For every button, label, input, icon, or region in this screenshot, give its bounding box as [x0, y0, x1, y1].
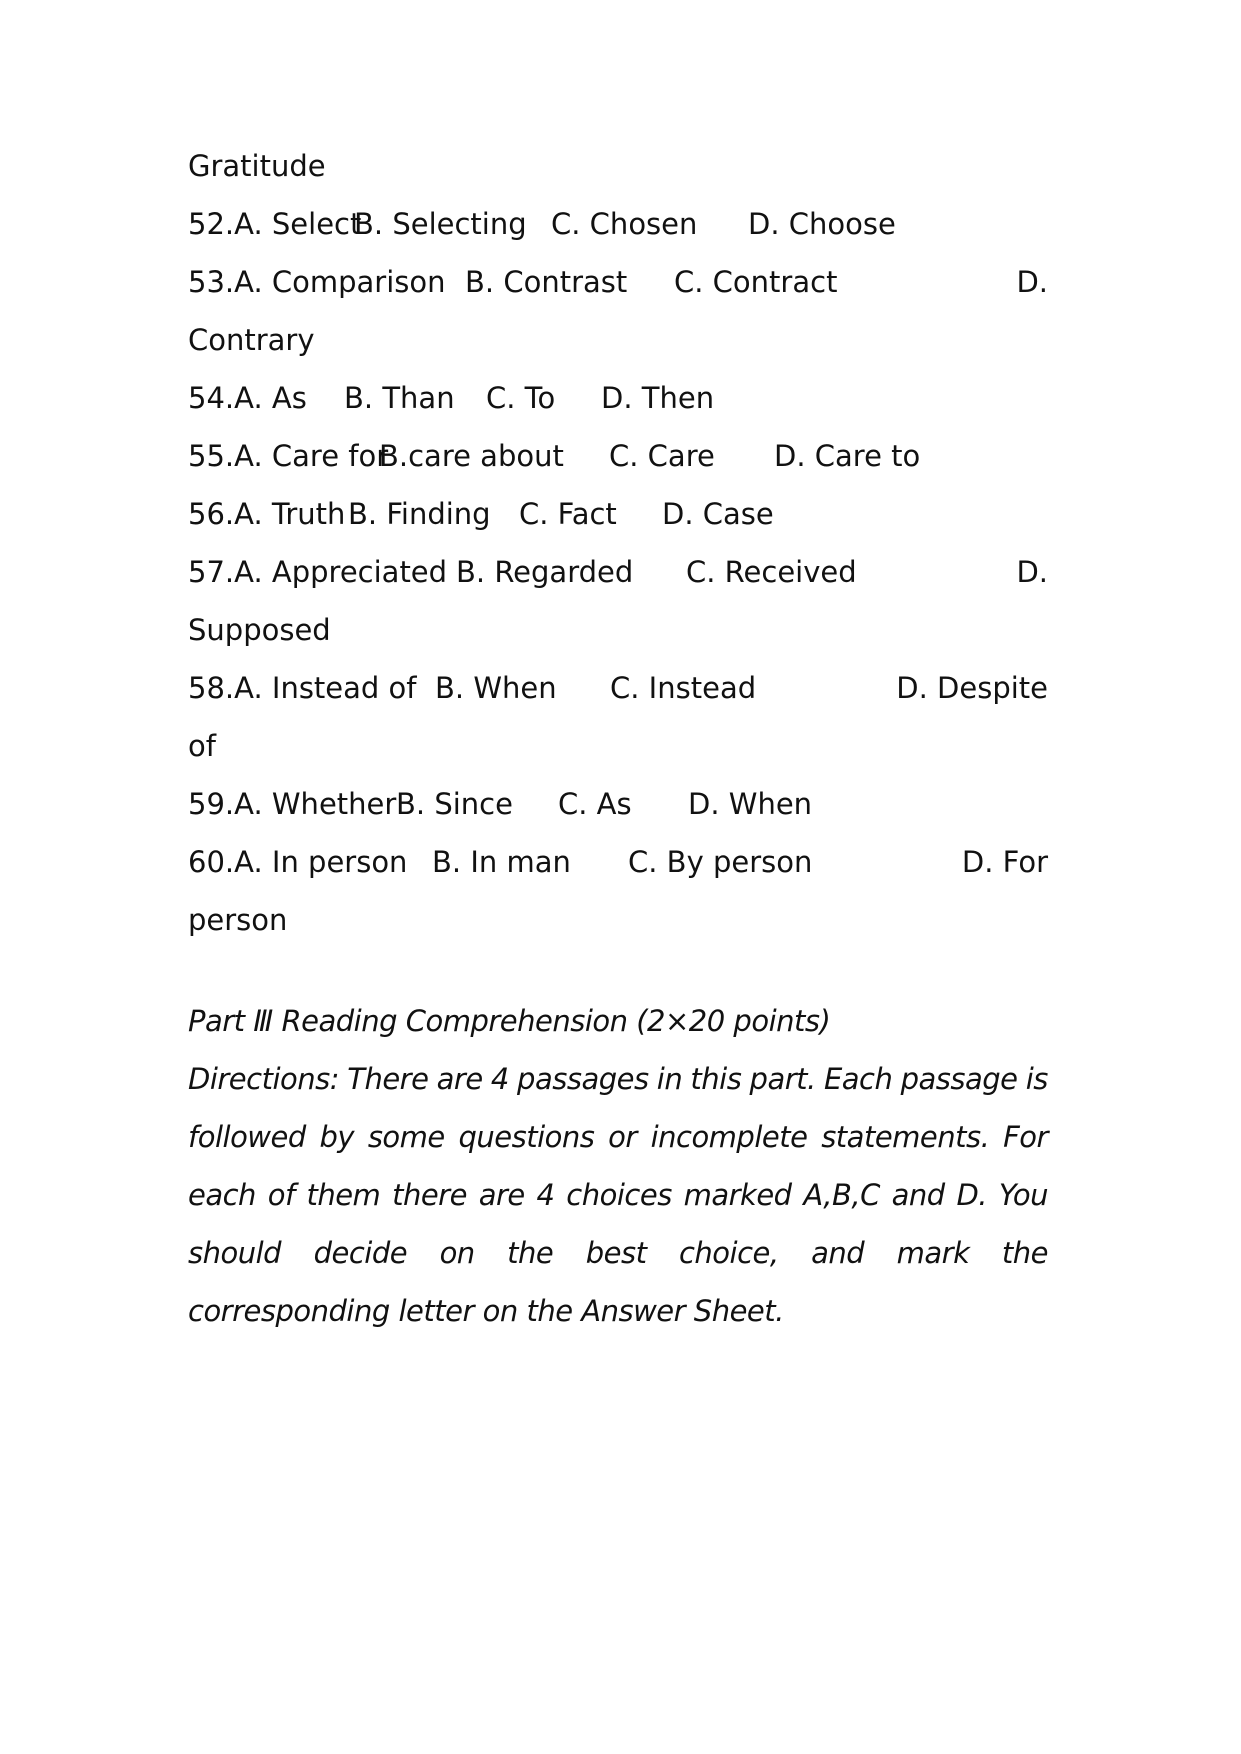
q55-option-c: C. Care: [609, 439, 715, 473]
directions-word: passages: [517, 1062, 649, 1096]
directions-word: choices: [566, 1178, 672, 1212]
q58-option-c: C. Instead: [610, 671, 757, 705]
directions-word: 4: [536, 1178, 555, 1212]
directions-word: is: [1025, 1062, 1048, 1096]
directions-word: and: [811, 1236, 865, 1270]
directions-word: the: [507, 1236, 554, 1270]
directions-word: should: [188, 1236, 282, 1270]
q52-option-d: D. Choose: [748, 207, 896, 241]
question-57: [188, 552, 1048, 592]
directions-word: are: [436, 1062, 483, 1096]
directions-word: D.: [956, 1178, 988, 1212]
q58-option-d-wrap: of: [188, 729, 216, 763]
directions-word: the: [1001, 1236, 1048, 1270]
directions-word: incomplete: [650, 1120, 808, 1154]
directions-word: marked: [683, 1178, 792, 1212]
q52-option-b: B. Selecting: [354, 207, 527, 241]
directions-word: on: [439, 1236, 475, 1270]
q55-option-a: 55.A. Care for: [188, 439, 389, 473]
q59-option-b: B. Since: [396, 787, 513, 821]
question-60: [188, 842, 1048, 882]
directions-word: part.: [749, 1062, 816, 1096]
directions-word: mark: [896, 1236, 970, 1270]
q56-option-c: C. Fact: [519, 497, 617, 531]
question-59: [188, 784, 1048, 824]
directions-word: Directions:: [188, 1062, 340, 1096]
directions-word: A,B,C: [803, 1178, 880, 1212]
directions-word: are: [478, 1178, 525, 1212]
directions-word: or: [608, 1120, 637, 1154]
q55-option-b: B.care about: [379, 439, 564, 473]
question-56: [188, 494, 1048, 534]
directions-word: followed: [188, 1120, 306, 1154]
document-page: [188, 0, 1048, 1754]
directions-word: For: [1003, 1120, 1048, 1154]
directions-word: Each: [823, 1062, 893, 1096]
q58-option-d: D. Despite: [896, 671, 1048, 705]
q59-option-d: D. When: [688, 787, 813, 821]
directions-word: You: [998, 1178, 1048, 1212]
q57-option-d-wrap: Supposed: [188, 613, 331, 647]
directions-word: choice,: [678, 1236, 779, 1270]
directions-word: by: [319, 1120, 355, 1154]
directions-word: of: [267, 1178, 295, 1212]
q60-option-d: D. For: [961, 845, 1048, 879]
q54-option-a: 54.A. As: [188, 381, 307, 415]
q55-option-d: D. Care to: [774, 439, 921, 473]
directions-word: best: [585, 1236, 647, 1270]
q53-option-c: C. Contract: [674, 265, 838, 299]
q57-option-d: D.: [1016, 555, 1048, 589]
question-55: [188, 436, 1048, 476]
directions-line-1: [188, 1059, 1048, 1099]
question-58: [188, 668, 1048, 708]
q53-option-b: B. Contrast: [465, 265, 628, 299]
q52-option-c: C. Chosen: [551, 207, 698, 241]
directions-line-5: corresponding letter on the Answer Sheet.: [188, 1294, 784, 1328]
q54-option-c: C. To: [486, 381, 556, 415]
question-54: [188, 378, 1048, 418]
q56-option-a: 56.A. Truth: [188, 497, 346, 531]
directions-line-4: [188, 1233, 1048, 1273]
q58-option-b: B. When: [435, 671, 557, 705]
directions-line-2: [188, 1117, 1048, 1157]
q57-option-b: B. Regarded: [456, 555, 634, 589]
q56-option-b: B. Finding: [348, 497, 491, 531]
directions-word: passage: [900, 1062, 1018, 1096]
directions-word: this: [690, 1062, 742, 1096]
question-52: [188, 204, 1048, 244]
directions-word: some: [367, 1120, 445, 1154]
q59-option-a: 59.A. Whether: [188, 787, 397, 821]
passage-title: Gratitude: [188, 149, 326, 183]
question-53: [188, 262, 1048, 302]
q52-option-a: 52.A. Select: [188, 207, 362, 241]
directions-word: questions: [458, 1120, 595, 1154]
q59-option-c: C. As: [558, 787, 632, 821]
q60-option-b: B. In man: [432, 845, 571, 879]
q56-option-d: D. Case: [662, 497, 774, 531]
directions-word: them: [306, 1178, 381, 1212]
directions-line-3: [188, 1175, 1048, 1215]
directions-word: there: [392, 1178, 467, 1212]
directions-word: decide: [313, 1236, 408, 1270]
directions-word: There: [347, 1062, 429, 1096]
q57-option-c: C. Received: [686, 555, 857, 589]
directions-word: 4: [490, 1062, 509, 1096]
directions-word: each: [188, 1178, 256, 1212]
directions-word: statements.: [821, 1120, 990, 1154]
part3-heading: Part Ⅲ Reading Comprehension (2×20 points): [188, 1004, 831, 1038]
q60-option-d-wrap: person: [188, 903, 288, 937]
q60-option-c: C. By person: [628, 845, 813, 879]
q54-option-b: B. Than: [344, 381, 455, 415]
directions-word: and: [891, 1178, 945, 1212]
directions-word: in: [656, 1062, 683, 1096]
q58-option-a: 58.A. Instead of: [188, 671, 417, 705]
q54-option-d: D. Then: [601, 381, 715, 415]
q57-option-a: 57.A. Appreciated: [188, 555, 448, 589]
q53-option-a: 53.A. Comparison: [188, 265, 446, 299]
q53-option-d-wrap: Contrary: [188, 323, 315, 357]
q60-option-a: 60.A. In person: [188, 845, 408, 879]
q53-option-d: D.: [1016, 265, 1048, 299]
